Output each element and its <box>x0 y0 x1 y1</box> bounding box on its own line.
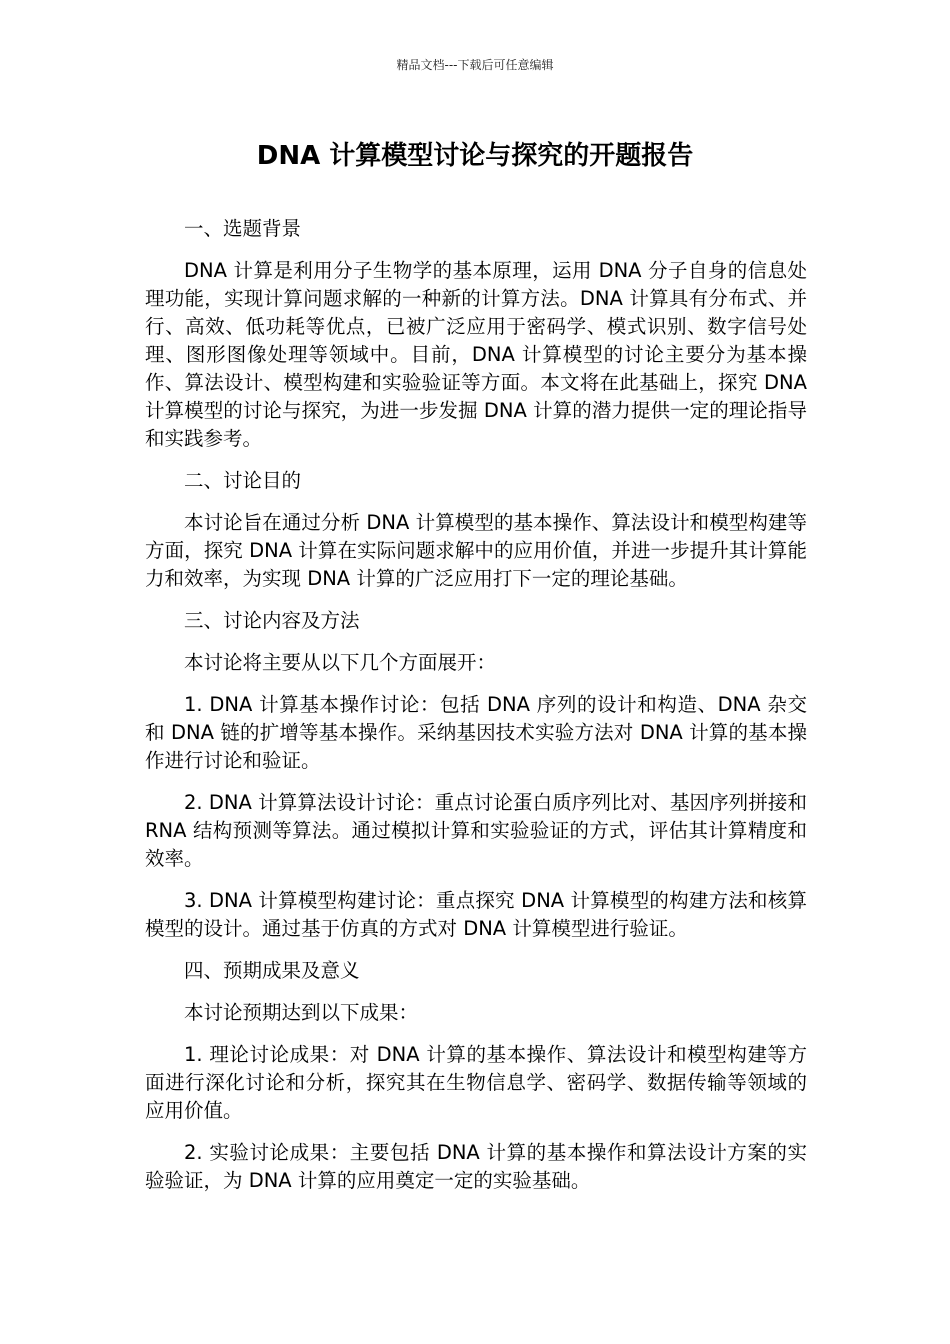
paragraph-purpose: 本讨论旨在通过分析 DNA 计算模型的基本操作、算法设计和模型构建等方面，探究 DNA 计算在实际问题求解中的应用价值，并进一步提升其计算能力和效率，为实现 DNA 计算的广泛应用打下一定的理论基础。 <box>145 511 807 590</box>
page-header: 精品文档---下载后可任意编辑 <box>396 58 554 72</box>
list-item-model-construction: 3. DNA 计算模型构建讨论：重点探究 DNA 计算模型的构建方法和核算模型的设计。通过基于仿真的方式对 DNA 计算模型进行验证。 <box>145 889 807 940</box>
section-heading-content-methods: 三、讨论内容及方法 <box>184 609 360 632</box>
section-heading-purpose: 二、讨论目的 <box>184 469 302 492</box>
section-heading-background: 一、选题背景 <box>184 217 302 240</box>
list-item-basic-operations: 1. DNA 计算基本操作讨论：包括 DNA 序列的设计和构造、DNA 杂交和 DNA 链的扩增等基本操作。采纳基因技术实验方法对 DNA 计算的基本操作进行讨论和验证。 <box>145 693 807 772</box>
list-item-algorithm-design: 2. DNA 计算算法设计讨论：重点讨论蛋白质序列比对、基因序列拼接和 RNA 结构预测等算法。通过模拟计算和实验验证的方式，评估其计算精度和效率。 <box>145 791 807 870</box>
document-title: DNA 计算模型讨论与探究的开题报告 <box>256 141 694 171</box>
document-body <box>145 215 807 1209</box>
list-item-experimental-results: 2. 实验讨论成果：主要包括 DNA 计算的基本操作和算法设计方案的实验验证，为 DNA 计算的应用奠定一定的实验基础。 <box>145 1141 807 1192</box>
paragraph-results-intro: 本讨论预期达到以下成果： <box>184 1001 419 1024</box>
paragraph-background: DNA 计算是利用分子生物学的基本原理，运用 DNA 分子自身的信息处理功能，实现计算问题求解的一种新的计算方法。DNA 计算具有分布式、并行、高效、低功耗等优点，已被广泛应用于密码学、模式识别、数字信号处理、图形图像处理等领域中。目前，DNA 计算模型的讨论主要分为基本操作、算法设计、模型构建和实验验证等方面。本文将在此基础上，探究 DNA 计算模型的讨论与探究，为进一步发掘 DNA 计算的潜力提供一定的理论指导和实践参考。 <box>145 259 807 450</box>
paragraph-content-intro: 本讨论将主要从以下几个方面展开： <box>184 651 497 674</box>
section-heading-expected-results: 四、预期成果及意义 <box>184 959 360 982</box>
list-item-theoretical-results: 1. 理论讨论成果：对 DNA 计算的基本操作、算法设计和模型构建等方面进行深化讨论和分析，探究其在生物信息学、密码学、数据传输等领域的应用价值。 <box>145 1043 807 1122</box>
